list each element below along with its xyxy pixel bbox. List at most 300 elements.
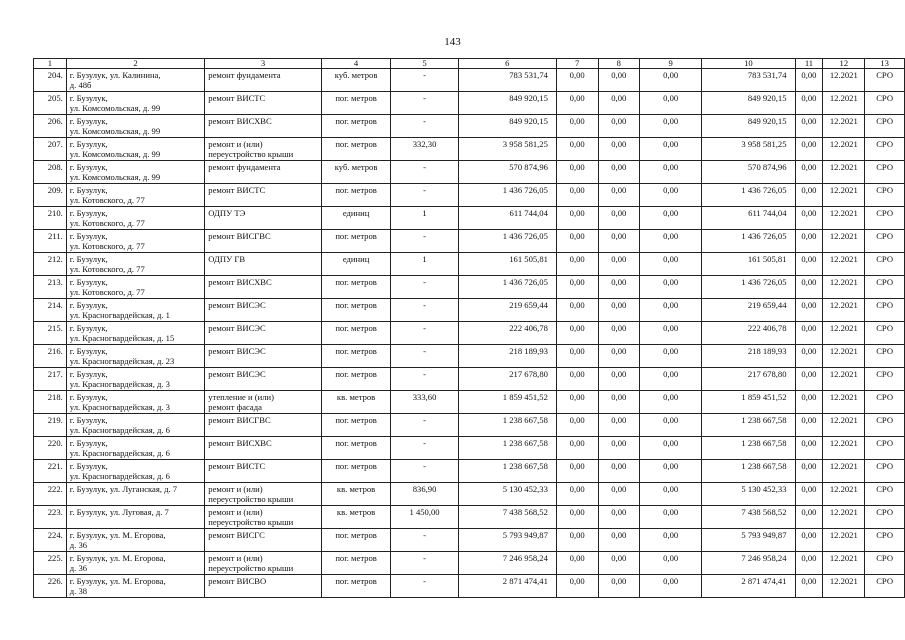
work-type-cell: ремонт ВИСХВС — [205, 437, 322, 460]
regional-funds-cell: 0,00 — [598, 368, 640, 391]
unit-cell: пог. метров — [321, 345, 391, 368]
column-number-13: 13 — [865, 59, 905, 69]
federal-funds-cell: 0,00 — [556, 460, 598, 483]
local-funds-cell: 0,00 — [640, 69, 702, 92]
completion-date-cell: 12.2021 — [823, 161, 865, 184]
capital-repair-table — [33, 58, 905, 598]
volume-cell: - — [391, 115, 458, 138]
regional-funds-cell: 0,00 — [598, 253, 640, 276]
regional-funds-cell: 0,00 — [598, 92, 640, 115]
local-funds-cell: 0,00 — [640, 552, 702, 575]
work-type-cell: ОДПУ ТЭ — [205, 207, 322, 230]
regional-funds-cell: 0,00 — [598, 345, 640, 368]
local-funds-cell: 0,00 — [640, 529, 702, 552]
address-cell: г. Бузулук, ул. Красногвардейская, д. 3 — [66, 391, 205, 414]
federal-funds-cell: 0,00 — [556, 414, 598, 437]
federal-funds-cell: 0,00 — [556, 552, 598, 575]
method-cell: СРО — [865, 529, 905, 552]
method-cell: СРО — [865, 299, 905, 322]
unit-cell: пог. метров — [321, 230, 391, 253]
regional-funds-cell: 0,00 — [598, 138, 640, 161]
local-funds-cell: 0,00 — [640, 230, 702, 253]
work-type-cell: ремонт и (или) переустройство крыши — [205, 552, 322, 575]
completion-date-cell: 12.2021 — [823, 529, 865, 552]
column-number-header — [34, 59, 905, 69]
table-row — [34, 529, 905, 552]
work-type-cell: ремонт ВИСГВС — [205, 230, 322, 253]
work-type-cell: ремонт ВИСЭС — [205, 368, 322, 391]
local-funds-cell: 0,00 — [640, 575, 702, 598]
federal-funds-cell: 0,00 — [556, 115, 598, 138]
owner-funds-cell: 222 406,78 — [702, 322, 795, 345]
method-cell: СРО — [865, 92, 905, 115]
row-number-cell: 205. — [34, 92, 67, 115]
work-type-cell: ремонт ВИСЭС — [205, 345, 322, 368]
federal-funds-cell: 0,00 — [556, 529, 598, 552]
work-type-cell: ремонт ВИСТС — [205, 460, 322, 483]
column-number-9: 9 — [640, 59, 702, 69]
unit-cell: пог. метров — [321, 460, 391, 483]
completion-date-cell: 12.2021 — [823, 345, 865, 368]
unit-cell: пог. метров — [321, 276, 391, 299]
column-number-12: 12 — [823, 59, 865, 69]
regional-funds-cell: 0,00 — [598, 276, 640, 299]
regional-funds-cell: 0,00 — [598, 230, 640, 253]
volume-cell: - — [391, 230, 458, 253]
volume-cell: - — [391, 184, 458, 207]
other-funds-cell: 0,00 — [795, 230, 823, 253]
volume-cell: - — [391, 299, 458, 322]
other-funds-cell: 0,00 — [795, 506, 823, 529]
work-type-cell: ремонт ВИСТС — [205, 92, 322, 115]
method-cell: СРО — [865, 575, 905, 598]
completion-date-cell: 12.2021 — [823, 138, 865, 161]
completion-date-cell: 12.2021 — [823, 69, 865, 92]
local-funds-cell: 0,00 — [640, 506, 702, 529]
local-funds-cell: 0,00 — [640, 276, 702, 299]
table-row — [34, 92, 905, 115]
unit-cell: единиц — [321, 207, 391, 230]
other-funds-cell: 0,00 — [795, 529, 823, 552]
other-funds-cell: 0,00 — [795, 391, 823, 414]
row-number-cell: 209. — [34, 184, 67, 207]
row-number-cell: 216. — [34, 345, 67, 368]
method-cell: СРО — [865, 184, 905, 207]
unit-cell: пог. метров — [321, 138, 391, 161]
work-type-cell: ремонт ВИСХВС — [205, 115, 322, 138]
completion-date-cell: 12.2021 — [823, 92, 865, 115]
completion-date-cell: 12.2021 — [823, 414, 865, 437]
owner-funds-cell: 3 958 581,25 — [702, 138, 795, 161]
local-funds-cell: 0,00 — [640, 184, 702, 207]
column-number-10: 10 — [702, 59, 795, 69]
federal-funds-cell: 0,00 — [556, 138, 598, 161]
regional-funds-cell: 0,00 — [598, 529, 640, 552]
federal-funds-cell: 0,00 — [556, 207, 598, 230]
regional-funds-cell: 0,00 — [598, 506, 640, 529]
other-funds-cell: 0,00 — [795, 322, 823, 345]
method-cell: СРО — [865, 437, 905, 460]
work-type-cell: ремонт ВИСГС — [205, 529, 322, 552]
owner-funds-cell: 849 920,15 — [702, 115, 795, 138]
method-cell: СРО — [865, 115, 905, 138]
federal-funds-cell: 0,00 — [556, 253, 598, 276]
table-row — [34, 69, 905, 92]
federal-funds-cell: 0,00 — [556, 575, 598, 598]
work-type-cell: ремонт ВИСТС — [205, 184, 322, 207]
unit-cell: куб. метров — [321, 69, 391, 92]
other-funds-cell: 0,00 — [795, 69, 823, 92]
total-cost-cell: 3 958 581,25 — [458, 138, 556, 161]
other-funds-cell: 0,00 — [795, 460, 823, 483]
table-row — [34, 437, 905, 460]
address-cell: г. Бузулук, ул. Красногвардейская, д. 3 — [66, 368, 205, 391]
address-cell: г. Бузулук, ул. М. Егорова, д. 36 — [66, 552, 205, 575]
table-row — [34, 184, 905, 207]
row-number-cell: 222. — [34, 483, 67, 506]
total-cost-cell: 783 531,74 — [458, 69, 556, 92]
federal-funds-cell: 0,00 — [556, 230, 598, 253]
federal-funds-cell: 0,00 — [556, 345, 598, 368]
method-cell: СРО — [865, 207, 905, 230]
federal-funds-cell: 0,00 — [556, 69, 598, 92]
method-cell: СРО — [865, 506, 905, 529]
column-number-8: 8 — [598, 59, 640, 69]
unit-cell: пог. метров — [321, 299, 391, 322]
volume-cell: - — [391, 161, 458, 184]
local-funds-cell: 0,00 — [640, 161, 702, 184]
row-number-cell: 218. — [34, 391, 67, 414]
address-cell: г. Бузулук, ул. Котовского, д. 77 — [66, 276, 205, 299]
federal-funds-cell: 0,00 — [556, 391, 598, 414]
unit-cell: пог. метров — [321, 414, 391, 437]
volume-cell: - — [391, 368, 458, 391]
total-cost-cell: 1 859 451,52 — [458, 391, 556, 414]
local-funds-cell: 0,00 — [640, 207, 702, 230]
address-cell: г. Бузулук, ул. Красногвардейская, д. 6 — [66, 414, 205, 437]
local-funds-cell: 0,00 — [640, 92, 702, 115]
row-number-cell: 213. — [34, 276, 67, 299]
work-type-cell: ремонт и (или) переустройство крыши — [205, 138, 322, 161]
owner-funds-cell: 1 436 726,05 — [702, 184, 795, 207]
owner-funds-cell: 570 874,96 — [702, 161, 795, 184]
work-type-cell: ремонт фундамента — [205, 161, 322, 184]
row-number-cell: 226. — [34, 575, 67, 598]
completion-date-cell: 12.2021 — [823, 184, 865, 207]
federal-funds-cell: 0,00 — [556, 184, 598, 207]
volume-cell: 1 — [391, 207, 458, 230]
federal-funds-cell: 0,00 — [556, 299, 598, 322]
method-cell: СРО — [865, 322, 905, 345]
owner-funds-cell: 2 871 474,41 — [702, 575, 795, 598]
completion-date-cell: 12.2021 — [823, 322, 865, 345]
volume-cell: 1 450,00 — [391, 506, 458, 529]
regional-funds-cell: 0,00 — [598, 322, 640, 345]
completion-date-cell: 12.2021 — [823, 552, 865, 575]
volume-cell: - — [391, 322, 458, 345]
regional-funds-cell: 0,00 — [598, 483, 640, 506]
unit-cell: пог. метров — [321, 552, 391, 575]
total-cost-cell: 161 505,81 — [458, 253, 556, 276]
column-number-3: 3 — [205, 59, 322, 69]
regional-funds-cell: 0,00 — [598, 207, 640, 230]
other-funds-cell: 0,00 — [795, 276, 823, 299]
other-funds-cell: 0,00 — [795, 207, 823, 230]
page-number: 143 — [444, 36, 461, 48]
completion-date-cell: 12.2021 — [823, 460, 865, 483]
regional-funds-cell: 0,00 — [598, 184, 640, 207]
unit-cell: пог. метров — [321, 437, 391, 460]
local-funds-cell: 0,00 — [640, 414, 702, 437]
unit-cell: пог. метров — [321, 368, 391, 391]
unit-cell: пог. метров — [321, 575, 391, 598]
total-cost-cell: 570 874,96 — [458, 161, 556, 184]
regional-funds-cell: 0,00 — [598, 414, 640, 437]
unit-cell: кв. метров — [321, 506, 391, 529]
unit-cell: куб. метров — [321, 161, 391, 184]
federal-funds-cell: 0,00 — [556, 506, 598, 529]
method-cell: СРО — [865, 253, 905, 276]
row-number-cell: 206. — [34, 115, 67, 138]
other-funds-cell: 0,00 — [795, 575, 823, 598]
method-cell: СРО — [865, 483, 905, 506]
table-row — [34, 414, 905, 437]
total-cost-cell: 222 406,78 — [458, 322, 556, 345]
owner-funds-cell: 5 793 949,87 — [702, 529, 795, 552]
federal-funds-cell: 0,00 — [556, 368, 598, 391]
local-funds-cell: 0,00 — [640, 115, 702, 138]
work-type-cell: ремонт ВИСГВС — [205, 414, 322, 437]
local-funds-cell: 0,00 — [640, 391, 702, 414]
total-cost-cell: 7 438 568,52 — [458, 506, 556, 529]
owner-funds-cell: 1 859 451,52 — [702, 391, 795, 414]
method-cell: СРО — [865, 69, 905, 92]
table-row — [34, 230, 905, 253]
volume-cell: - — [391, 552, 458, 575]
local-funds-cell: 0,00 — [640, 253, 702, 276]
column-number-5: 5 — [391, 59, 458, 69]
method-cell: СРО — [865, 161, 905, 184]
local-funds-cell: 0,00 — [640, 138, 702, 161]
method-cell: СРО — [865, 460, 905, 483]
owner-funds-cell: 783 531,74 — [702, 69, 795, 92]
other-funds-cell: 0,00 — [795, 138, 823, 161]
federal-funds-cell: 0,00 — [556, 483, 598, 506]
method-cell: СРО — [865, 138, 905, 161]
owner-funds-cell: 1 436 726,05 — [702, 276, 795, 299]
volume-cell: - — [391, 460, 458, 483]
method-cell: СРО — [865, 414, 905, 437]
completion-date-cell: 12.2021 — [823, 483, 865, 506]
local-funds-cell: 0,00 — [640, 368, 702, 391]
regional-funds-cell: 0,00 — [598, 69, 640, 92]
column-number-4: 4 — [321, 59, 391, 69]
owner-funds-cell: 1 436 726,05 — [702, 230, 795, 253]
column-number-6: 6 — [458, 59, 556, 69]
owner-funds-cell: 7 246 958,24 — [702, 552, 795, 575]
completion-date-cell: 12.2021 — [823, 506, 865, 529]
address-cell: г. Бузулук, ул. М. Егорова, д. 36 — [66, 529, 205, 552]
table-row — [34, 138, 905, 161]
owner-funds-cell: 5 130 452,33 — [702, 483, 795, 506]
unit-cell: пог. метров — [321, 115, 391, 138]
local-funds-cell: 0,00 — [640, 322, 702, 345]
row-number-cell: 215. — [34, 322, 67, 345]
owner-funds-cell: 219 659,44 — [702, 299, 795, 322]
regional-funds-cell: 0,00 — [598, 161, 640, 184]
other-funds-cell: 0,00 — [795, 92, 823, 115]
work-type-cell: ремонт ВИСЭС — [205, 322, 322, 345]
owner-funds-cell: 1 238 667,58 — [702, 460, 795, 483]
table-row — [34, 161, 905, 184]
volume-cell: 836,90 — [391, 483, 458, 506]
row-number-cell: 220. — [34, 437, 67, 460]
row-number-cell: 219. — [34, 414, 67, 437]
table-row — [34, 391, 905, 414]
address-cell: г. Бузулук, ул. Котовского, д. 77 — [66, 230, 205, 253]
method-cell: СРО — [865, 368, 905, 391]
owner-funds-cell: 7 438 568,52 — [702, 506, 795, 529]
other-funds-cell: 0,00 — [795, 299, 823, 322]
total-cost-cell: 7 246 958,24 — [458, 552, 556, 575]
owner-funds-cell: 218 189,93 — [702, 345, 795, 368]
unit-cell: кв. метров — [321, 483, 391, 506]
owner-funds-cell: 1 238 667,58 — [702, 414, 795, 437]
row-number-cell: 224. — [34, 529, 67, 552]
local-funds-cell: 0,00 — [640, 345, 702, 368]
regional-funds-cell: 0,00 — [598, 299, 640, 322]
address-cell: г. Бузулук, ул. Комсомольская, д. 99 — [66, 161, 205, 184]
total-cost-cell: 1 436 726,05 — [458, 276, 556, 299]
federal-funds-cell: 0,00 — [556, 276, 598, 299]
other-funds-cell: 0,00 — [795, 368, 823, 391]
federal-funds-cell: 0,00 — [556, 92, 598, 115]
completion-date-cell: 12.2021 — [823, 368, 865, 391]
regional-funds-cell: 0,00 — [598, 391, 640, 414]
address-cell: г. Бузулук, ул. Калинина, д. 48б — [66, 69, 205, 92]
volume-cell: - — [391, 276, 458, 299]
other-funds-cell: 0,00 — [795, 437, 823, 460]
method-cell: СРО — [865, 345, 905, 368]
table-row — [34, 276, 905, 299]
method-cell: СРО — [865, 391, 905, 414]
total-cost-cell: 217 678,80 — [458, 368, 556, 391]
volume-cell: 1 — [391, 253, 458, 276]
row-number-cell: 212. — [34, 253, 67, 276]
owner-funds-cell: 849 920,15 — [702, 92, 795, 115]
volume-cell: - — [391, 69, 458, 92]
regional-funds-cell: 0,00 — [598, 437, 640, 460]
completion-date-cell: 12.2021 — [823, 230, 865, 253]
volume-cell: - — [391, 414, 458, 437]
other-funds-cell: 0,00 — [795, 483, 823, 506]
table-row — [34, 460, 905, 483]
total-cost-cell: 219 659,44 — [458, 299, 556, 322]
column-number-1: 1 — [34, 59, 67, 69]
local-funds-cell: 0,00 — [640, 437, 702, 460]
row-number-cell: 210. — [34, 207, 67, 230]
volume-cell: 332,30 — [391, 138, 458, 161]
unit-cell: единиц — [321, 253, 391, 276]
work-type-cell: утепление и (или) ремонт фасада — [205, 391, 322, 414]
total-cost-cell: 849 920,15 — [458, 115, 556, 138]
unit-cell: кв. метров — [321, 391, 391, 414]
row-number-cell: 217. — [34, 368, 67, 391]
regional-funds-cell: 0,00 — [598, 575, 640, 598]
address-cell: г. Бузулук, ул. Комсомольская, д. 99 — [66, 138, 205, 161]
table-row — [34, 552, 905, 575]
table-row — [34, 575, 905, 598]
local-funds-cell: 0,00 — [640, 483, 702, 506]
completion-date-cell: 12.2021 — [823, 115, 865, 138]
other-funds-cell: 0,00 — [795, 184, 823, 207]
work-type-cell: ОДПУ ГВ — [205, 253, 322, 276]
row-number-cell: 208. — [34, 161, 67, 184]
table-row — [34, 115, 905, 138]
row-number-cell: 214. — [34, 299, 67, 322]
row-number-cell: 204. — [34, 69, 67, 92]
total-cost-cell: 5 130 452,33 — [458, 483, 556, 506]
table-body — [34, 69, 905, 598]
table-row — [34, 299, 905, 322]
unit-cell: пог. метров — [321, 92, 391, 115]
owner-funds-cell: 611 744,04 — [702, 207, 795, 230]
table-row — [34, 253, 905, 276]
column-number-11: 11 — [795, 59, 823, 69]
address-cell: г. Бузулук, ул. Котовского, д. 77 — [66, 207, 205, 230]
method-cell: СРО — [865, 552, 905, 575]
owner-funds-cell: 161 505,81 — [702, 253, 795, 276]
address-cell: г. Бузулук, ул. Красногвардейская, д. 6 — [66, 437, 205, 460]
federal-funds-cell: 0,00 — [556, 437, 598, 460]
other-funds-cell: 0,00 — [795, 345, 823, 368]
volume-cell: - — [391, 529, 458, 552]
table-row — [34, 207, 905, 230]
local-funds-cell: 0,00 — [640, 460, 702, 483]
unit-cell: пог. метров — [321, 184, 391, 207]
address-cell: г. Бузулук, ул. Красногвардейская, д. 1 — [66, 299, 205, 322]
total-cost-cell: 5 793 949,87 — [458, 529, 556, 552]
volume-cell: - — [391, 345, 458, 368]
completion-date-cell: 12.2021 — [823, 437, 865, 460]
method-cell: СРО — [865, 230, 905, 253]
address-cell: г. Бузулук, ул. Котовского, д. 77 — [66, 184, 205, 207]
other-funds-cell: 0,00 — [795, 253, 823, 276]
completion-date-cell: 12.2021 — [823, 276, 865, 299]
other-funds-cell: 0,00 — [795, 414, 823, 437]
total-cost-cell: 218 189,93 — [458, 345, 556, 368]
address-cell: г. Бузулук, ул. Котовского, д. 77 — [66, 253, 205, 276]
work-type-cell: ремонт и (или) переустройство крыши — [205, 506, 322, 529]
total-cost-cell: 1 436 726,05 — [458, 184, 556, 207]
total-cost-cell: 849 920,15 — [458, 92, 556, 115]
table-row — [34, 368, 905, 391]
other-funds-cell: 0,00 — [795, 552, 823, 575]
table-row — [34, 345, 905, 368]
row-number-cell: 225. — [34, 552, 67, 575]
regional-funds-cell: 0,00 — [598, 552, 640, 575]
unit-cell: пог. метров — [321, 322, 391, 345]
completion-date-cell: 12.2021 — [823, 575, 865, 598]
other-funds-cell: 0,00 — [795, 115, 823, 138]
method-cell: СРО — [865, 276, 905, 299]
total-cost-cell: 2 871 474,41 — [458, 575, 556, 598]
total-cost-cell: 1 238 667,58 — [458, 414, 556, 437]
address-cell: г. Бузулук, ул. Луговая, д. 7 — [66, 506, 205, 529]
column-number-2: 2 — [66, 59, 205, 69]
other-funds-cell: 0,00 — [795, 161, 823, 184]
work-type-cell: ремонт ВИСЭС — [205, 299, 322, 322]
